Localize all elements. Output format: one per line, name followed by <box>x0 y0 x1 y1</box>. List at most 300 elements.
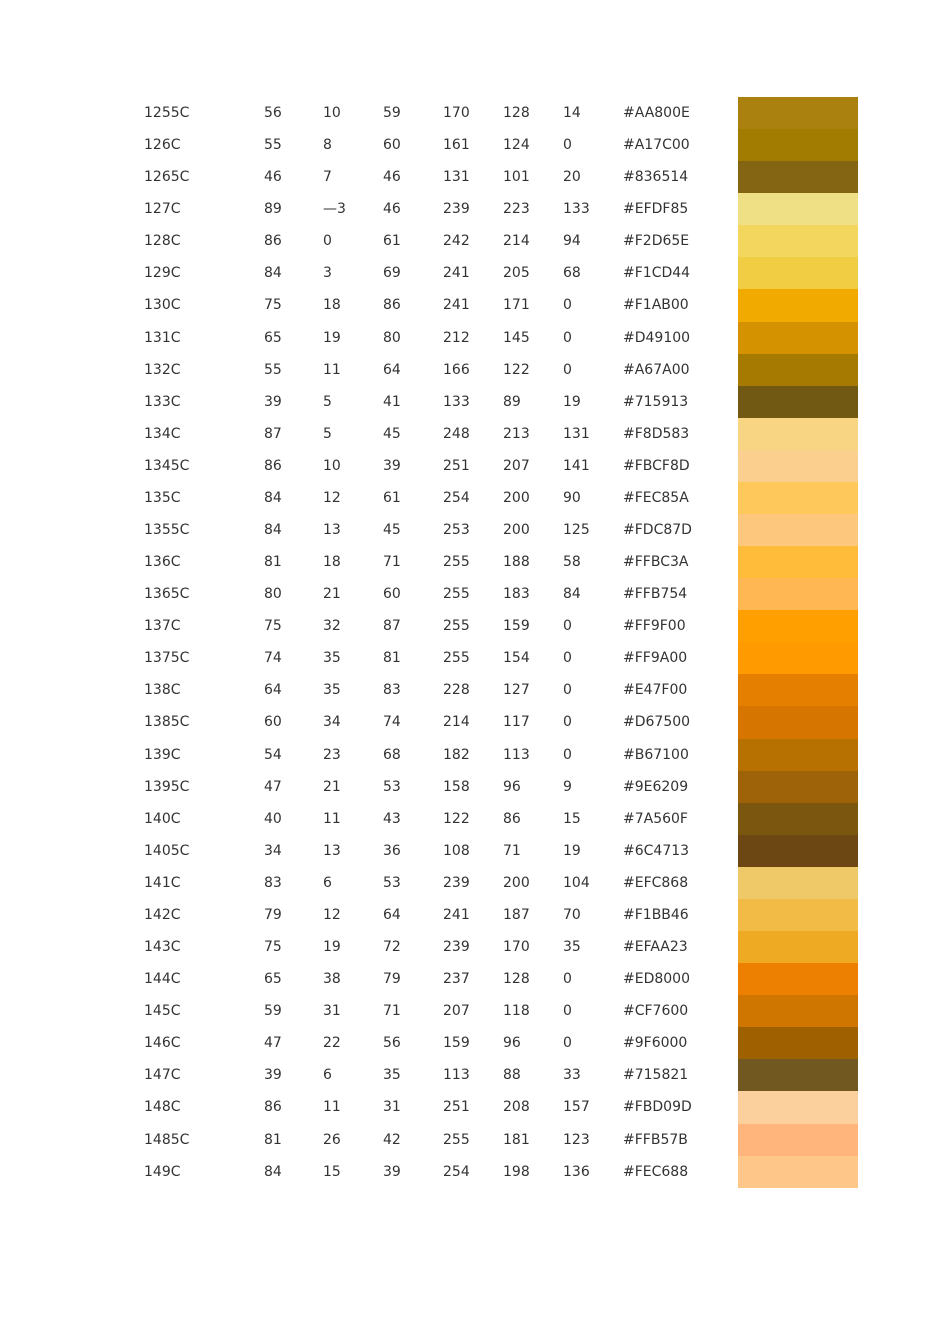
red-value: 228 <box>443 682 470 699</box>
color-name: 1485C <box>144 1131 190 1148</box>
color-name: 1395C <box>144 778 190 795</box>
hex-value: #E47F00 <box>623 682 688 699</box>
hex-value: #AA800E <box>623 105 690 121</box>
cyan-value: 75 <box>264 939 282 956</box>
magenta-value: 18 <box>323 297 341 314</box>
color-name: 1405C <box>144 842 190 859</box>
table-row <box>0 1059 950 1091</box>
blue-value: 0 <box>563 746 572 763</box>
magenta-value: 23 <box>323 746 341 763</box>
color-name: 137C <box>144 618 181 635</box>
magenta-value: —3 <box>323 201 346 218</box>
green-value: 214 <box>503 233 530 250</box>
magenta-value: 35 <box>323 682 341 699</box>
yellow-value: 59 <box>383 105 401 121</box>
yellow-value: 45 <box>383 425 401 442</box>
cyan-value: 84 <box>264 265 282 282</box>
hex-value: #F2D65E <box>623 233 690 250</box>
green-value: 128 <box>503 105 530 121</box>
cyan-value: 86 <box>264 1099 282 1116</box>
blue-value: 15 <box>563 810 581 827</box>
table-row <box>0 1091 950 1123</box>
color-name: 143C <box>144 939 181 956</box>
hex-value: #EFDF85 <box>623 201 689 218</box>
magenta-value: 11 <box>323 1099 341 1116</box>
color-swatch <box>738 289 858 321</box>
table-row <box>0 803 950 835</box>
red-value: 170 <box>443 105 470 121</box>
color-name: 134C <box>144 425 181 442</box>
hex-value: #836514 <box>623 169 689 186</box>
red-value: 248 <box>443 425 470 442</box>
yellow-value: 31 <box>383 1099 401 1116</box>
blue-value: 136 <box>563 1163 590 1180</box>
yellow-value: 61 <box>383 233 401 250</box>
blue-value: 131 <box>563 425 590 442</box>
green-value: 200 <box>503 522 530 539</box>
blue-value: 0 <box>563 137 572 154</box>
color-swatch <box>738 963 858 995</box>
blue-value: 133 <box>563 201 590 218</box>
magenta-value: 12 <box>323 489 341 506</box>
blue-value: 0 <box>563 714 572 731</box>
color-swatch <box>738 225 858 257</box>
magenta-value: 6 <box>323 874 332 891</box>
color-name: 128C <box>144 233 181 250</box>
cyan-value: 79 <box>264 906 282 923</box>
color-name: 129C <box>144 265 181 282</box>
red-value: 255 <box>443 554 470 571</box>
magenta-value: 21 <box>323 586 341 603</box>
color-swatch <box>738 450 858 482</box>
yellow-value: 46 <box>383 169 401 186</box>
table-row <box>0 578 950 610</box>
color-swatch <box>738 995 858 1027</box>
color-swatch <box>738 835 858 867</box>
color-name: 1345C <box>144 457 190 474</box>
table-row <box>0 642 950 674</box>
cyan-value: 89 <box>264 201 282 218</box>
yellow-value: 80 <box>383 329 401 346</box>
table-row <box>0 354 950 386</box>
green-value: 154 <box>503 650 530 667</box>
hex-value: #FEC85A <box>623 489 689 506</box>
color-swatch <box>738 1091 858 1123</box>
red-value: 158 <box>443 778 470 795</box>
magenta-value: 35 <box>323 650 341 667</box>
green-value: 205 <box>503 265 530 282</box>
blue-value: 0 <box>563 682 572 699</box>
hex-value: #ED8000 <box>623 971 690 988</box>
cyan-value: 34 <box>264 842 282 859</box>
hex-value: #CF7600 <box>623 1003 689 1020</box>
green-value: 187 <box>503 906 530 923</box>
red-value: 239 <box>443 874 470 891</box>
hex-value: #715821 <box>623 1067 689 1084</box>
yellow-value: 87 <box>383 618 401 635</box>
blue-value: 104 <box>563 874 590 891</box>
color-name: 1265C <box>144 169 190 186</box>
green-value: 118 <box>503 1003 530 1020</box>
green-value: 207 <box>503 457 530 474</box>
blue-value: 157 <box>563 1099 590 1116</box>
yellow-value: 86 <box>383 297 401 314</box>
hex-value: #FF9F00 <box>623 618 686 635</box>
hex-value: #FEC688 <box>623 1163 689 1180</box>
cyan-value: 54 <box>264 746 282 763</box>
cyan-value: 81 <box>264 1131 282 1148</box>
yellow-value: 46 <box>383 201 401 218</box>
color-name: 148C <box>144 1099 181 1116</box>
hex-value: #F8D583 <box>623 425 690 442</box>
yellow-value: 53 <box>383 874 401 891</box>
color-name: 142C <box>144 906 181 923</box>
table-row <box>0 771 950 803</box>
magenta-value: 32 <box>323 618 341 635</box>
color-name: 146C <box>144 1035 181 1052</box>
green-value: 96 <box>503 778 521 795</box>
red-value: 255 <box>443 650 470 667</box>
hex-value: #7A560F <box>623 810 688 827</box>
table-row <box>0 546 950 578</box>
color-name: 127C <box>144 201 181 218</box>
color-name: 147C <box>144 1067 181 1084</box>
red-value: 212 <box>443 329 470 346</box>
table-row <box>0 674 950 706</box>
magenta-value: 34 <box>323 714 341 731</box>
green-value: 145 <box>503 329 530 346</box>
color-swatch <box>738 739 858 771</box>
magenta-value: 18 <box>323 554 341 571</box>
color-name: 132C <box>144 361 181 378</box>
green-value: 200 <box>503 489 530 506</box>
table-row <box>0 161 950 193</box>
blue-value: 90 <box>563 489 581 506</box>
table-row <box>0 610 950 642</box>
color-name: 1355C <box>144 522 190 539</box>
color-name: 126C <box>144 137 181 154</box>
hex-value: #EFAA23 <box>623 939 688 956</box>
hex-value: #D49100 <box>623 329 691 346</box>
yellow-value: 71 <box>383 1003 401 1020</box>
color-swatch <box>738 129 858 161</box>
color-swatch <box>738 642 858 674</box>
green-value: 86 <box>503 810 521 827</box>
cyan-value: 65 <box>264 329 282 346</box>
yellow-value: 61 <box>383 489 401 506</box>
magenta-value: 19 <box>323 329 341 346</box>
cyan-value: 75 <box>264 618 282 635</box>
red-value: 182 <box>443 746 470 763</box>
cyan-value: 83 <box>264 874 282 891</box>
yellow-value: 42 <box>383 1131 401 1148</box>
color-name: 135C <box>144 489 181 506</box>
color-name: 133C <box>144 393 181 410</box>
red-value: 113 <box>443 1067 470 1084</box>
color-swatch <box>738 1027 858 1059</box>
green-value: 188 <box>503 554 530 571</box>
color-name: 1385C <box>144 714 190 731</box>
blue-value: 35 <box>563 939 581 956</box>
cyan-value: 55 <box>264 137 282 154</box>
cyan-value: 86 <box>264 457 282 474</box>
color-swatch <box>738 546 858 578</box>
red-value: 255 <box>443 586 470 603</box>
blue-value: 20 <box>563 169 581 186</box>
color-swatch <box>738 706 858 738</box>
red-value: 108 <box>443 842 470 859</box>
cyan-value: 47 <box>264 1035 282 1052</box>
magenta-value: 0 <box>323 233 332 250</box>
cyan-value: 64 <box>264 682 282 699</box>
green-value: 208 <box>503 1099 530 1116</box>
green-value: 71 <box>503 842 521 859</box>
table-row <box>0 706 950 738</box>
table-row <box>0 995 950 1027</box>
color-name: 140C <box>144 810 181 827</box>
green-value: 171 <box>503 297 530 314</box>
green-value: 127 <box>503 682 530 699</box>
red-value: 254 <box>443 489 470 506</box>
yellow-value: 60 <box>383 586 401 603</box>
hex-value: #F1CD44 <box>623 265 691 282</box>
green-value: 223 <box>503 201 530 218</box>
yellow-value: 64 <box>383 906 401 923</box>
blue-value: 0 <box>563 297 572 314</box>
red-value: 254 <box>443 1163 470 1180</box>
green-value: 117 <box>503 714 530 731</box>
magenta-value: 13 <box>323 842 341 859</box>
table-row <box>0 931 950 963</box>
blue-value: 0 <box>563 361 572 378</box>
color-swatch <box>738 257 858 289</box>
blue-value: 123 <box>563 1131 590 1148</box>
color-name: 1255C <box>144 105 190 121</box>
color-swatch <box>738 482 858 514</box>
yellow-value: 72 <box>383 939 401 956</box>
blue-value: 19 <box>563 393 581 410</box>
table-row <box>0 450 950 482</box>
green-value: 88 <box>503 1067 521 1084</box>
blue-value: 9 <box>563 778 572 795</box>
table-row <box>0 1027 950 1059</box>
green-value: 200 <box>503 874 530 891</box>
table-row <box>0 835 950 867</box>
cyan-value: 84 <box>264 522 282 539</box>
blue-value: 94 <box>563 233 581 250</box>
yellow-value: 35 <box>383 1067 401 1084</box>
color-name: 141C <box>144 874 181 891</box>
red-value: 122 <box>443 810 470 827</box>
color-swatch <box>738 97 858 129</box>
magenta-value: 10 <box>323 105 341 121</box>
blue-value: 70 <box>563 906 581 923</box>
table-row <box>0 322 950 354</box>
table-row <box>0 867 950 899</box>
color-swatch <box>738 354 858 386</box>
table-row <box>0 963 950 995</box>
cyan-value: 75 <box>264 297 282 314</box>
color-name: 1365C <box>144 586 190 603</box>
yellow-value: 81 <box>383 650 401 667</box>
color-swatch <box>738 322 858 354</box>
hex-value: #FFB754 <box>623 586 688 603</box>
red-value: 207 <box>443 1003 470 1020</box>
magenta-value: 19 <box>323 939 341 956</box>
table-row <box>0 289 950 321</box>
green-value: 96 <box>503 1035 521 1052</box>
magenta-value: 21 <box>323 778 341 795</box>
red-value: 161 <box>443 137 470 154</box>
cyan-value: 84 <box>264 1163 282 1180</box>
blue-value: 0 <box>563 329 572 346</box>
green-value: 159 <box>503 618 530 635</box>
cyan-value: 74 <box>264 650 282 667</box>
red-value: 251 <box>443 1099 470 1116</box>
red-value: 241 <box>443 297 470 314</box>
magenta-value: 22 <box>323 1035 341 1052</box>
magenta-value: 10 <box>323 457 341 474</box>
color-swatch <box>738 771 858 803</box>
table-row <box>0 129 950 161</box>
magenta-value: 38 <box>323 971 341 988</box>
hex-value: #9E6209 <box>623 778 689 795</box>
blue-value: 0 <box>563 650 572 667</box>
red-value: 251 <box>443 457 470 474</box>
hex-value: #FBD09D <box>623 1099 692 1116</box>
table-row <box>0 514 950 546</box>
cyan-value: 87 <box>264 425 282 442</box>
magenta-value: 5 <box>323 393 332 410</box>
blue-value: 0 <box>563 1035 572 1052</box>
table-row <box>0 97 950 129</box>
yellow-value: 36 <box>383 842 401 859</box>
cyan-value: 80 <box>264 586 282 603</box>
magenta-value: 3 <box>323 265 332 282</box>
yellow-value: 68 <box>383 746 401 763</box>
cyan-value: 86 <box>264 233 282 250</box>
magenta-value: 11 <box>323 361 341 378</box>
color-name: 136C <box>144 554 181 571</box>
cyan-value: 81 <box>264 554 282 571</box>
color-swatch <box>738 803 858 835</box>
red-value: 131 <box>443 169 470 186</box>
magenta-value: 31 <box>323 1003 341 1020</box>
color-swatch <box>738 867 858 899</box>
table-row <box>0 1124 950 1156</box>
color-swatch <box>738 674 858 706</box>
red-value: 241 <box>443 265 470 282</box>
hex-value: #FDC87D <box>623 522 692 539</box>
cyan-value: 59 <box>264 1003 282 1020</box>
hex-value: #A67A00 <box>623 361 690 378</box>
table-row <box>0 1156 950 1188</box>
red-value: 242 <box>443 233 470 250</box>
yellow-value: 83 <box>383 682 401 699</box>
blue-value: 14 <box>563 105 581 121</box>
red-value: 166 <box>443 361 470 378</box>
red-value: 255 <box>443 1131 470 1148</box>
color-swatch <box>738 1156 858 1188</box>
hex-value: #9F6000 <box>623 1035 688 1052</box>
hex-value: #B67100 <box>623 746 689 763</box>
color-swatch <box>738 514 858 546</box>
magenta-value: 6 <box>323 1067 332 1084</box>
green-value: 198 <box>503 1163 530 1180</box>
hex-value: #F1AB00 <box>623 297 689 314</box>
red-value: 255 <box>443 618 470 635</box>
red-value: 214 <box>443 714 470 731</box>
hex-value: #FFBC3A <box>623 554 689 571</box>
hex-value: #FBCF8D <box>623 457 690 474</box>
color-swatch <box>738 899 858 931</box>
cyan-value: 60 <box>264 714 282 731</box>
blue-value: 141 <box>563 457 590 474</box>
yellow-value: 56 <box>383 1035 401 1052</box>
table-row <box>0 482 950 514</box>
color-swatch <box>738 386 858 418</box>
table-row <box>0 899 950 931</box>
color-swatch <box>738 1124 858 1156</box>
yellow-value: 79 <box>383 971 401 988</box>
green-value: 181 <box>503 1131 530 1148</box>
color-swatch <box>738 193 858 225</box>
hex-value: #EFC868 <box>623 874 689 891</box>
yellow-value: 64 <box>383 361 401 378</box>
table-row <box>0 193 950 225</box>
yellow-value: 39 <box>383 1163 401 1180</box>
cyan-value: 47 <box>264 778 282 795</box>
color-name: 130C <box>144 297 181 314</box>
hex-value: #FFB57B <box>623 1131 688 1148</box>
yellow-value: 45 <box>383 522 401 539</box>
color-name: 149C <box>144 1163 181 1180</box>
green-value: 124 <box>503 137 530 154</box>
table-row <box>0 386 950 418</box>
color-swatch <box>738 161 858 193</box>
hex-value: #D67500 <box>623 714 691 731</box>
yellow-value: 74 <box>383 714 401 731</box>
red-value: 237 <box>443 971 470 988</box>
color-swatch <box>738 931 858 963</box>
color-name: 131C <box>144 329 181 346</box>
blue-value: 0 <box>563 971 572 988</box>
green-value: 170 <box>503 939 530 956</box>
blue-value: 58 <box>563 554 581 571</box>
green-value: 101 <box>503 169 530 186</box>
magenta-value: 5 <box>323 425 332 442</box>
green-value: 122 <box>503 361 530 378</box>
magenta-value: 7 <box>323 169 332 186</box>
hex-value: #FF9A00 <box>623 650 688 667</box>
color-name: 139C <box>144 746 181 763</box>
blue-value: 68 <box>563 265 581 282</box>
magenta-value: 11 <box>323 810 341 827</box>
hex-value: #F1BB46 <box>623 906 689 923</box>
color-name: 144C <box>144 971 181 988</box>
cyan-value: 46 <box>264 169 282 186</box>
color-swatch <box>738 578 858 610</box>
hex-value: #6C4713 <box>623 842 690 859</box>
yellow-value: 41 <box>383 393 401 410</box>
magenta-value: 8 <box>323 137 332 154</box>
color-swatch <box>738 1059 858 1091</box>
color-table <box>0 97 950 1188</box>
yellow-value: 69 <box>383 265 401 282</box>
green-value: 113 <box>503 746 530 763</box>
table-row <box>0 225 950 257</box>
cyan-value: 84 <box>264 489 282 506</box>
